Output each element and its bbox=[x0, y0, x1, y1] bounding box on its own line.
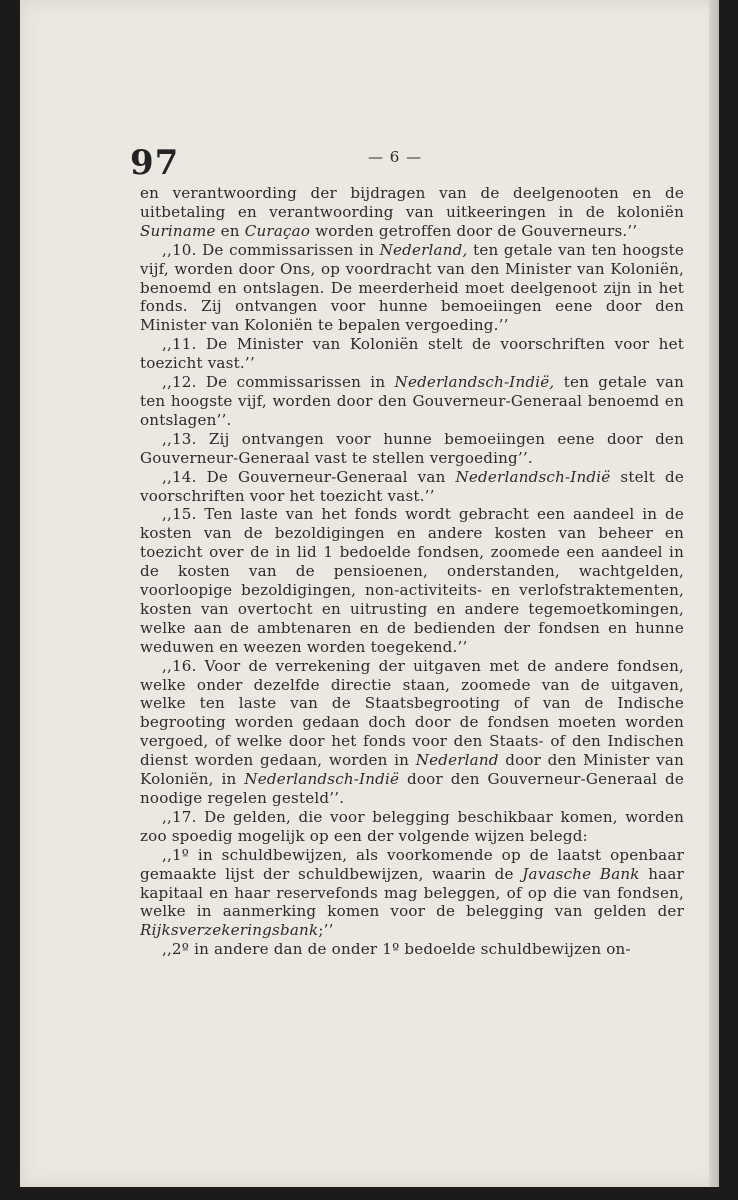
paragraph-article-10: ,,10. De commissarissen in Nederland, ten getale van ten hoogste vijf, worden door Ons, op voordracht van den Minister van Koloniën, benoemd en ontslagen. De meerderheid moet deelgenoot zijn in het fonds. Zij ontvangen voor hunne bemoeiingen eene door den Minister van Koloniën te bepalen vergoeding.’’ bbox=[140, 240, 684, 335]
page-edge-shadow bbox=[709, 0, 719, 1187]
paragraph-article-16: ,,16. Voor de verrekening der uitgaven met de andere fondsen, welke onder dezelfde directie staan, zoomede van de uitgaven, welke ten laste van de Staatsbegrooting of van de Indische begrooting worden gedaan doch door de fondsen moeten worden vergoed, of welke door het fonds voor den Staats- of den Indischen dienst worden gedaan, worden in Nederland door den Minister van Koloniën, in Nederlandsch-Indië door den Gouverneur-Generaal de noodige regelen gesteld’’. bbox=[140, 656, 684, 807]
paragraph-article-13: ,,13. Zij ontvangen voor hunne bemoeiingen eene door den Gouverneur-Generaal vast te stellen vergoeding’’. bbox=[140, 429, 684, 467]
paragraph-article-14: ,,14. De Gouverneur-Generaal van Nederlandsch-Indië stelt de voorschriften voor het toezicht vast.’’ bbox=[140, 467, 684, 505]
paragraph-article-17-item-2: ,,2º in andere dan de onder 1º bedoelde schuldbewijzen on- bbox=[162, 940, 631, 959]
paragraph-article-15: ,,15. Ten laste van het fonds wordt gebracht een aandeel in de kosten van de bezoldigingen en andere kosten van beheer en toezicht over de in lid 1 bedoelde fondsen, zoomede een aandeel in de kosten van de pensioenen, onderstanden, wachtgelden, voorloopige bezoldigingen, non-activiteits- en verlofstraktementen, kosten van overtocht en uitrusting en andere tegemoetkomingen, welke aan de ambtenaren en de bedienden der fondsen en hunne weduwen en weezen worden toegekend.’’ bbox=[140, 505, 684, 656]
running-head: — 6 — bbox=[368, 148, 423, 166]
page-number: 97 bbox=[130, 143, 180, 183]
paragraph-continuation: en verantwoording der bijdragen van de deelgenooten en de uitbetaling en verantwoording van uitkeeringen in de koloniën Suriname en Curaçao worden getroffen door de Gouverneurs.’’ bbox=[140, 184, 684, 240]
body-text bbox=[140, 184, 684, 959]
paragraph-article-17: ,,17. De gelden, die voor belegging beschikbaar komen, worden zoo spoedig mogelijk op een der volgende wijzen belegd: bbox=[140, 807, 684, 845]
paragraph-article-11: ,,11. De Minister van Koloniën stelt de voorschriften voor het toezicht vast.’’ bbox=[140, 335, 684, 373]
paragraph-article-17-item-1: ,,1º in schuldbewijzen, als voorkomende op de laatst openbaar gemaakte lijst der schuldbewijzen, waarin de Javasche Bank haar kapitaal en haar reservefonds mag beleggen, of op die van fondsen, welke in aanmerking komen voor de belegging van gelden der Rijksverzekeringsbank;’’ bbox=[140, 845, 684, 940]
paragraph-article-12: ,,12. De commissarissen in Nederlandsch-Indië, ten getale van ten hoogste vijf, worden door den Gouverneur-Generaal benoemd en ontslagen’’. bbox=[140, 373, 685, 429]
